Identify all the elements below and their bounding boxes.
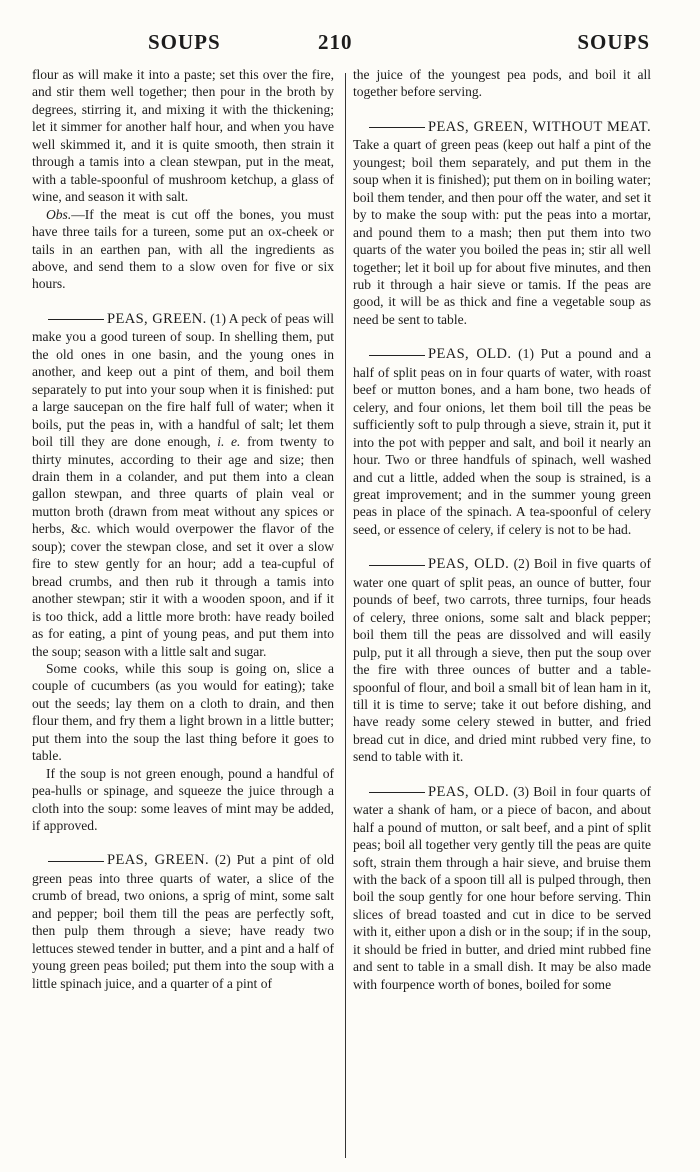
recipe-text: Boil in five quarts of water one quart of split peas, an ounce of butter, four pounds of beef, two carrots, three turnips, four heads of celery, three onions, some salt and black pepper; boil them till the peas are dissolved and will easily pulp, put it all through a sieve, then put the soup over the fire with three ounces of butter and a table-spoonful of flour, and boil a small bit of lean ham in it, till it is time to serve; take it out before dishing, and have ready some celery stewed in butter, and fried bread cut in dice, and dried mint rubbed very fine, to send to table with it. — [353, 556, 652, 765]
recipe-peas-green-2 — [32, 851, 334, 992]
recipe-text: Put a pint of old green peas into three quarts of water, a slice of the crumb of bread, two onions, a sprig of mint, some salt and pepper; boil them till the peas are perfectly soft, then pulp them through a sieve; have ready two lettuces stewed tender in butter, and a pint and a half of young green peas boiled; put them into the soup with a little spinach juice, and a quarter of a pint of — [32, 852, 335, 991]
continuation-paragraph: flour as will make it into a paste; set this over the fire, and stir them well together; then pour in the broth by degrees, stirring it, and mixing it with the thickening; let it simmer for another half hour, and when you have well skimmed it, and it is quite smooth, then strain it through a tamis into a clean stewpan, put in the meat, with a table-spoonful of mushroom ketchup, a glass of wine, and season it with salt. — [32, 67, 334, 205]
recipe-heading: PEAS, OLD. — [428, 556, 510, 573]
recipe-ie: i. e. — [217, 434, 241, 450]
entry-dash — [48, 319, 104, 320]
recipe-text: Take a quart of green peas (keep out half a pint of the youngest; boil them separately, and put them in the soup when it is finished); put them on in boiling water; boil them tender, and then pour off the water, and set it by to make the soup with: put the peas into a mortar, and pound them to a mash; then put them into two quarts of the water you boiled the peas in; stir all well together; let it boil up for about five minutes, and then rub it through a hair sieve or tamis. If the peas are good, it will be as thick and fine a vegetable soup as need be sent to table. — [353, 137, 651, 327]
recipe-number: (3) — [513, 783, 530, 799]
continuation-paragraph: the juice of the youngest pea pods, and boil it all together before serving. — [353, 67, 651, 100]
left-column — [32, 66, 334, 992]
entry-dash — [369, 127, 425, 128]
recipe-peas-green-1 — [32, 310, 334, 835]
header-right-title: SOUPS — [577, 30, 650, 54]
right-column — [353, 66, 651, 993]
recipe-paragraph — [353, 783, 651, 993]
recipe-text: A peck of peas will make you a good tureen of soup. In shelling them, put the old ones in one basin, and the young ones in another, and keep out a pint of them, and boil them separately to put into your soup when it is finished: put a large saucepan on the fire half full of water; when it boils, put the peas in, with a handful of salt; let them boil till they are done enough, — [32, 310, 334, 450]
recipe-paragraph — [353, 118, 651, 328]
recipe-paragraph — [353, 345, 651, 538]
recipe-number: (1) — [210, 310, 226, 326]
recipe-peas-old-2 — [353, 555, 651, 765]
recipe-heading: PEAS, GREEN, WITHOUT MEAT. — [428, 118, 651, 135]
observation-paragraph — [32, 206, 334, 293]
running-header — [30, 30, 660, 60]
header-left-title: SOUPS — [148, 30, 221, 54]
entry-dash — [369, 355, 425, 356]
column-divider — [345, 73, 346, 1158]
page-number: 210 — [318, 30, 353, 54]
recipe-text: Put a pound and a half of split peas on in four quarts of water, with roast beef or mutton bones, and a ham bone, two heads of celery, and four onions, let them boil till the peas be sufficiently soft to pulp through a sieve, strain it, put it into the pot with pepper and salt, and boil it nearly an hour. Two or three handfuls of spinach, well washed and cut a little, added when the soup is strained, is a great improvement; and in the summer young green peas in place of the spinach. A tea-spoonful of celery seed, or essence of celery, if celery is not to be had. — [353, 346, 651, 537]
recipe-text: from twenty to thirty minutes, according to their age and size; then drain them in a colander, and put them into a clean gallon stewpan, and three quarts of plain veal or mutton broth (drawn from meat without any spices or herbs, &c. which would overpower the flavor of the soup); cover the stewpan close, and set it over a slow fire to stew gently for an hour; add a tea-cupful of bread crumbs, and then rub it through a tamis into another stewpan; stir it with a wooden spoon, and if it is too thick, add a little more broth: have ready boiled as for eating, a pint of young peas, and put them into the soup; season with a little salt and sugar. — [32, 434, 335, 659]
recipe-peas-old-3 — [353, 783, 651, 993]
obs-label: Obs. — [46, 206, 72, 222]
recipe-paragraph — [32, 310, 334, 660]
entry-dash — [369, 792, 425, 793]
recipe-heading: PEAS, OLD. — [428, 346, 512, 363]
recipe-number: (1) — [518, 346, 534, 362]
recipe-heading: PEAS, GREEN. — [107, 310, 207, 327]
recipe-paragraph: Some cooks, while this soup is going on, slice a couple of cucumbers (as you would for eating); take out the seeds; lay them on a cloth to drain, and then flour them, and fry them a light brown in a little butter; put them into the soup the last thing before it goes to table. — [32, 660, 334, 764]
recipe-peas-green-without-meat — [353, 118, 651, 328]
entry-dash — [48, 861, 104, 862]
recipe-paragraph — [353, 555, 651, 765]
recipe-number: (2) — [214, 852, 231, 868]
recipe-paragraph — [32, 851, 334, 992]
recipe-heading: PEAS, GREEN. — [107, 852, 209, 869]
recipe-number: (2) — [513, 556, 530, 572]
entry-dash — [369, 565, 425, 566]
obs-text: —If the meat is cut off the bones, you must have three tails for a tureen, some put an ox-cheek or tails in an earthen pan, with all the ingredients as above, and send them to a slow oven for five or six hours. — [32, 206, 334, 292]
recipe-text: Boil in four quarts of water a shank of ham, or a piece of bacon, and about half a pound of mutton, or salt beef, and a pint of split peas; boil all together very gently till the peas are quite soft, strain them through a hair sieve, and bruise them with the back of a spoon till all is pulped through, then boil the soup gently for one hour before serving. Thin slices of bread toasted and cut in dice to be served with it, either upon a dish or in the soup; if in the soup, it should be fried in butter, and dried mint rubbed fine and sent to table in a small dish. It may be also made with fourpence worth of bones, boiled for some — [353, 783, 651, 992]
recipe-heading: PEAS, OLD. — [428, 783, 509, 800]
recipe-peas-old-1 — [353, 345, 651, 538]
recipe-paragraph: If the soup is not green enough, pound a handful of pea-hulls or spinage, and squeeze the juice through a cloth into the soup: some leaves of mint may be added, if approved. — [32, 765, 334, 834]
